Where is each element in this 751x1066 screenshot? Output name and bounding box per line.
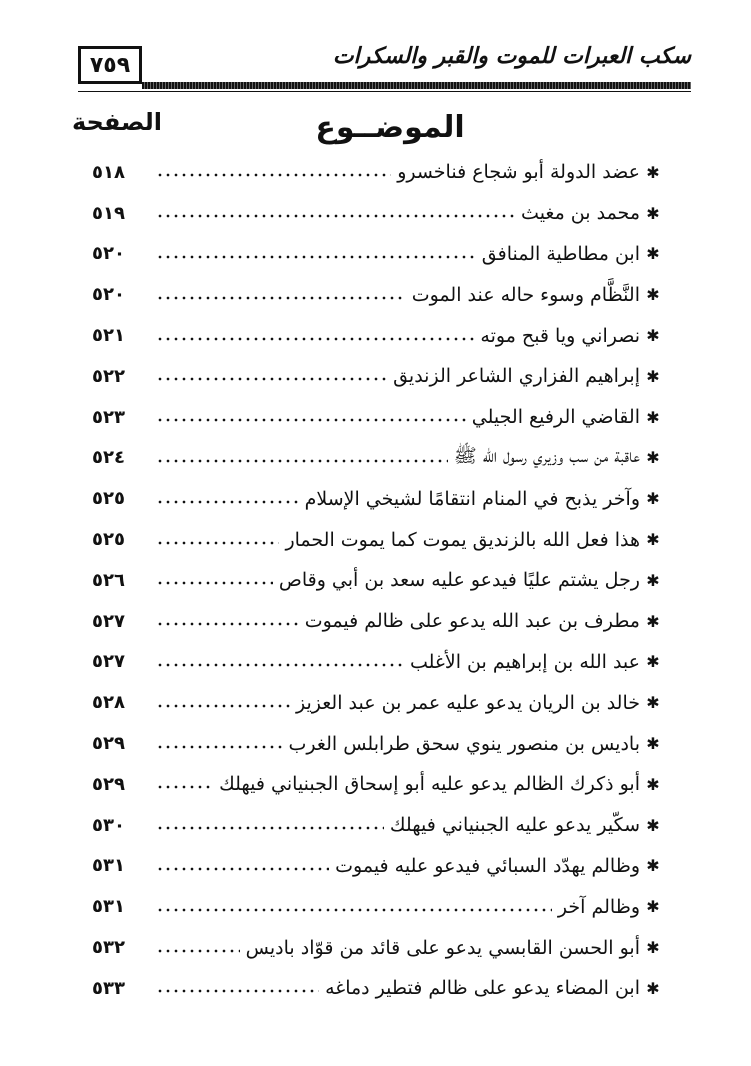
toc-entry	[92, 886, 666, 927]
toc-entry-title: محمد بن مغيث	[521, 202, 640, 225]
toc-entry-title: وآخر يذبح في المنام انتقامًا لشيخي الإسلام	[304, 487, 640, 510]
dot-leader	[156, 497, 299, 507]
toc-entry	[92, 560, 666, 601]
toc-entry-page: ٥٣٠	[92, 814, 125, 836]
toc-entry-page: ٥٢٩	[92, 733, 125, 755]
toc-entry	[92, 478, 666, 519]
bullet-star-icon: ✱	[646, 652, 660, 672]
dot-leader	[156, 538, 279, 548]
bullet-star-icon: ✱	[646, 978, 660, 998]
dot-leader	[156, 864, 329, 874]
toc-entry-title: سكّير يدعو عليه الجبنياني فيهلك	[389, 814, 640, 837]
toc-entry	[92, 642, 666, 683]
running-title: سكب العبرات للموت والقبر والسكرات	[332, 44, 691, 69]
toc-entry-page: ٥٢٠	[92, 243, 125, 265]
toc-entry	[92, 968, 666, 1009]
bullet-star-icon: ✱	[646, 244, 660, 264]
toc-entry-title: عاقبة من سب وزيري رسول الله ﷺ	[453, 444, 640, 467]
dot-leader	[156, 701, 290, 711]
toc-entry-page: ٥٢٠	[92, 284, 125, 306]
bullet-star-icon: ✱	[646, 815, 660, 835]
dot-leader	[156, 986, 319, 996]
dot-leader	[156, 374, 387, 384]
bullet-star-icon: ✱	[646, 774, 660, 794]
toc-entry-page: ٥٣١	[92, 896, 125, 918]
toc-entry-title: إبراهيم الفزاري الشاعر الزنديق	[393, 365, 640, 388]
toc-entry-page: ٥٣٣	[92, 977, 125, 999]
toc-entry-title: هذا فعل الله بالزنديق يموت كما يموت الحمار	[285, 528, 640, 551]
toc-entry-title: القاضي الرفيع الجيلي	[471, 406, 640, 429]
dot-leader	[156, 170, 391, 180]
dot-leader	[156, 456, 448, 466]
dot-leader	[156, 823, 384, 833]
toc-entry-title: خالد بن الريان يدعو عليه عمر بن عبد العزيز	[296, 691, 640, 714]
bullet-star-icon: ✱	[646, 407, 660, 427]
toc-entry-title: ابن مطاطية المنافق	[481, 242, 640, 265]
bullet-star-icon: ✱	[646, 530, 660, 550]
toc-entry-page: ٥٢٧	[92, 651, 125, 673]
dot-leader	[156, 660, 404, 670]
bullet-star-icon: ✱	[646, 938, 660, 958]
header-rule	[142, 82, 691, 89]
toc-entry	[92, 764, 666, 805]
toc-entry-page: ٥٣٢	[92, 937, 125, 959]
bullet-star-icon: ✱	[646, 326, 660, 346]
toc-entry-title: أبو ذكرك الظالم يدعو عليه أبو إسحاق الجبنياني فيهلك	[219, 773, 640, 796]
bullet-star-icon: ✱	[646, 693, 660, 713]
toc-entry	[92, 397, 666, 438]
toc-entry	[92, 805, 666, 846]
dot-leader	[156, 211, 515, 221]
toc-entry-page: ٥٢٣	[92, 406, 125, 428]
header-rule-thin	[78, 91, 691, 92]
toc-entry-page: ٥٢٧	[92, 610, 125, 632]
toc-entry-title: وظالم يهدّد السبائي فيدعو عليه فيموت	[335, 854, 640, 877]
toc-entry-page: ٥٢٢	[92, 365, 125, 387]
toc-entry-page: ٥٣١	[92, 855, 125, 877]
dot-leader	[156, 742, 283, 752]
table-of-contents	[92, 152, 666, 1009]
column-heading-topic: الموضــوع	[315, 110, 465, 145]
bullet-star-icon: ✱	[646, 570, 660, 590]
toc-entry-page: ٥٢٨	[92, 692, 125, 714]
page-number: ٧٥٩	[89, 52, 131, 78]
toc-entry-page: ٥١٨	[92, 161, 125, 183]
toc-entry-page: ٥٢٤	[92, 447, 125, 469]
dot-leader	[156, 334, 474, 344]
page-number-box	[78, 46, 142, 84]
bullet-star-icon: ✱	[646, 162, 660, 182]
toc-entry-title: نصراني ويا قبح موته	[480, 324, 640, 347]
dot-leader	[156, 782, 213, 792]
dot-leader	[156, 415, 466, 425]
toc-entry-title: عضد الدولة أبو شجاع فناخسرو	[397, 161, 640, 184]
toc-entry-title: النَّظَّام وسوء حاله عند الموت	[411, 283, 640, 306]
bullet-star-icon: ✱	[646, 734, 660, 754]
toc-entry	[92, 682, 666, 723]
toc-entry-title: باديس بن منصور ينوي سحق طرابلس الغرب	[288, 732, 640, 755]
toc-entry-page: ٥١٩	[92, 202, 125, 224]
toc-entry	[92, 315, 666, 356]
bullet-star-icon: ✱	[646, 448, 660, 468]
toc-entry-page: ٥٢٥	[92, 488, 125, 510]
toc-entry-page: ٥٢١	[92, 325, 125, 347]
toc-entry	[92, 723, 666, 764]
bullet-star-icon: ✱	[646, 489, 660, 509]
toc-entry-title: عبد الله بن إبراهيم بن الأغلب	[409, 650, 640, 673]
dot-leader	[156, 252, 476, 262]
toc-entry-title: ابن المضاء يدعو على ظالم فتطير دماغه	[325, 977, 640, 1000]
toc-entry	[92, 234, 666, 275]
toc-entry-title: أبو الحسن القابسي يدعو على قائد من قوّاد باديس	[245, 936, 640, 959]
column-heading-page: الصفحة	[72, 108, 163, 136]
bullet-star-icon: ✱	[646, 856, 660, 876]
bullet-star-icon: ✱	[646, 366, 660, 386]
toc-entry-title: وظالم آخر	[557, 895, 640, 918]
toc-entry	[92, 274, 666, 315]
toc-entry	[92, 927, 666, 968]
dot-leader	[156, 578, 273, 588]
toc-entry	[92, 601, 666, 642]
toc-entry-title: مطرف بن عبد الله يدعو على ظالم فيموت	[304, 610, 640, 633]
bullet-star-icon: ✱	[646, 611, 660, 631]
toc-entry	[92, 356, 666, 397]
dot-leader	[156, 619, 299, 629]
toc-entry-title: رجل يشتم عليًا فيدعو عليه سعد بن أبي وقاص	[278, 569, 640, 592]
dot-leader	[156, 946, 240, 956]
toc-entry	[92, 438, 666, 479]
toc-entry-page: ٥٢٩	[92, 773, 125, 795]
bullet-star-icon: ✱	[646, 897, 660, 917]
toc-entry	[92, 519, 666, 560]
bullet-star-icon: ✱	[646, 203, 660, 223]
toc-entry	[92, 152, 666, 193]
toc-entry	[92, 193, 666, 234]
bullet-star-icon: ✱	[646, 285, 660, 305]
dot-leader	[156, 293, 406, 303]
toc-entry-page: ٥٢٥	[92, 529, 125, 551]
toc-entry	[92, 846, 666, 887]
toc-entry-page: ٥٢٦	[92, 569, 125, 591]
dot-leader	[156, 905, 552, 915]
